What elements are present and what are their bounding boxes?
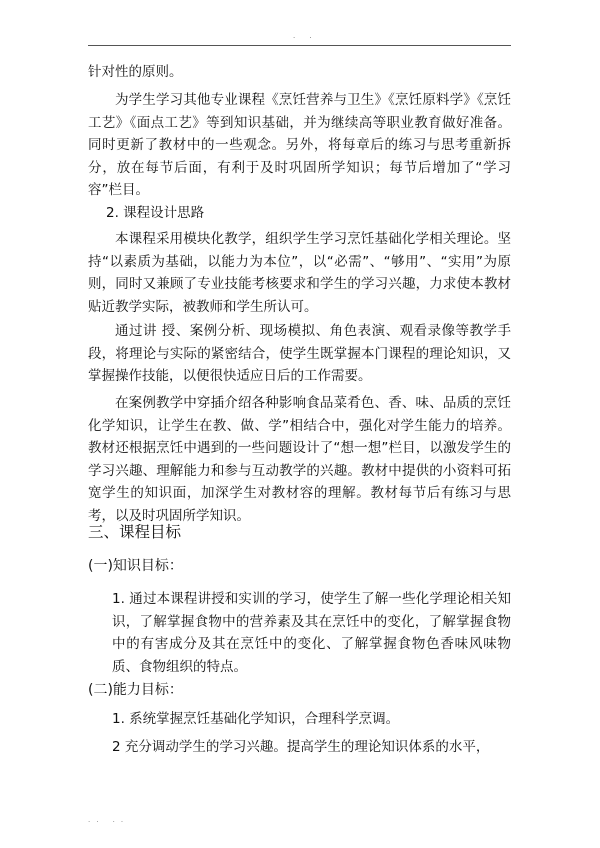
header-mark: · · <box>293 34 318 42</box>
knowledge-goal-1: 1. 通过本课程讲授和实训的学习，使学生了解一些化学理论相关知识，了解掌握食物中的营养素及其在烹饪中的变化，了解掌握食物中的有害成分及其在烹饪中的变化、了解掌握食物色香味风味物质、食物组织的特点。 <box>112 591 511 675</box>
footer-mark: ·· ·· <box>88 818 130 826</box>
ability-goal-2: 2 充分调动学生的学习兴趣。提高学生的理论知识体系的水平， <box>112 739 490 755</box>
ability-goal-1: 1. 系统掌握烹饪基础化学知识，合理科学烹调。 <box>112 711 400 727</box>
paragraph-continuation: 针对性的原则。 <box>88 64 183 80</box>
subsection-ability-goals: (二)能力目标： <box>88 682 183 698</box>
paragraph-modular-teaching: 本课程采用模块化教学，组织学生学习烹饪基础化学相关理论。坚持“以素质为基础，以能力为本位”，以“必需”、“够用”、“实用”为原则，同时又兼顾了专业技能考核要求和学生的学习兴趣，力求使本教材贴近教学实际，被教师和学生所认可。 <box>88 231 511 315</box>
header-rule <box>88 45 511 46</box>
paragraph-foundation: 为学生学习其他专业课程《烹饪营养与卫生》《烹饪原料学》《烹饪工艺》《面点工艺》等到知识基础，并为继续高等职业教育做好准备。同时更新了教材中的一些观念。另外，将每章后的练习与思考重新拆分，放在每节后面，有利于及时巩固所学知识；每节后增加了“学习容”栏目。 <box>88 92 511 198</box>
subsection-knowledge-goals: (一)知识目标： <box>88 558 183 574</box>
paragraph-teaching-methods: 通过讲 授、案例分析、现场模拟、角色表演、观看录像等教学手段，将理论与实际的紧密结合，使学生既掌握本门课程的理论知识，又掌握操作技能，以便很快适应日后的工作需要。 <box>88 323 511 384</box>
section-course-goals: 三、课程目标 <box>88 523 182 541</box>
paragraph-case-teaching: 在案例教学中穿插介绍各种影响食品菜肴色、香、味、品质的烹饪化学知识，让学生在教、做、学”相结合中，强化对学生能力的培养。 教材还根据烹饪中遇到的一些问题设计了“想一想”栏目，以激发学生的学习兴趣、理解能力和参与互动教学的兴趣。教材中提供的小资料可拓宽学生的知识面，加深学生对教材容的理解。教材每节后有练习与思考，以及时巩固所学知识。 <box>88 395 511 524</box>
item-course-design: 2. 课程设计思路 <box>106 205 205 221</box>
